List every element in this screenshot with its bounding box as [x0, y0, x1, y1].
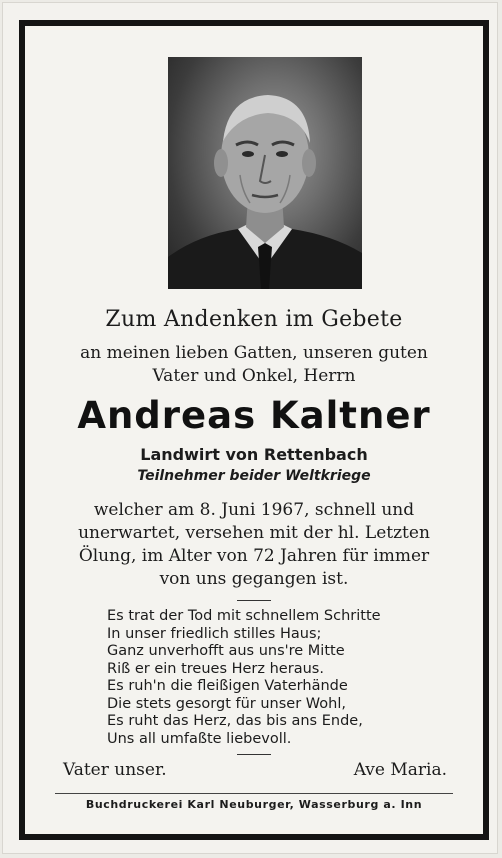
- intro-line-2: Vater und Onkel, Herrn: [152, 366, 356, 386]
- poem-line: Es trat der Tod mit schnellem Schritte: [107, 608, 381, 624]
- memorial-poem: [107, 608, 407, 748]
- black-border-frame: [19, 20, 489, 840]
- body-line: Ölung, im Alter von 72 Jahren für immer: [78, 546, 430, 566]
- footer-divider: [55, 793, 453, 794]
- occupation: Landwirt von Rettenbach: [140, 445, 368, 464]
- prayer-right: Ave Maria.: [353, 760, 447, 780]
- poem-line: Ganz unverhofft aus uns're Mitte: [107, 643, 345, 659]
- body-line: welcher am 8. Juni 1967, schnell und: [93, 500, 415, 520]
- intro-line-1: an meinen lieben Gatten, unseren guten: [80, 343, 428, 363]
- poem-line: Es ruht das Herz, das bis ans Ende,: [107, 713, 363, 729]
- war-veteran-note: Teilnehmer beider Weltkriege: [137, 468, 371, 484]
- poem-line: Es ruh'n die fleißigen Vaterhände: [107, 678, 348, 694]
- body-line: unerwartet, versehen mit der hl. Letzten: [78, 523, 430, 543]
- poem-line: In unser friedlich stilles Haus;: [107, 625, 322, 642]
- memorial-card: [3, 3, 497, 853]
- short-divider: [237, 754, 271, 755]
- short-divider: [237, 600, 271, 601]
- poem-line: Uns all umfaßte liebevoll.: [107, 730, 292, 747]
- poem-line: Die stets gesorgt für unser Wohl,: [107, 695, 346, 712]
- body-line: von uns gegangen ist.: [159, 569, 349, 589]
- portrait-photo: [168, 57, 362, 289]
- prayer-left: Vater unser.: [63, 760, 167, 780]
- portrait-illustration: [168, 57, 362, 289]
- printer-credit: Buchdruckerei Karl Neuburger, Wasserburg a. Inn: [85, 798, 423, 811]
- poem-line: Riß er ein treues Herz heraus.: [107, 660, 324, 677]
- deceased-name: Andreas Kaltner: [77, 394, 431, 437]
- heading: Zum Andenken im Gebete: [105, 307, 403, 332]
